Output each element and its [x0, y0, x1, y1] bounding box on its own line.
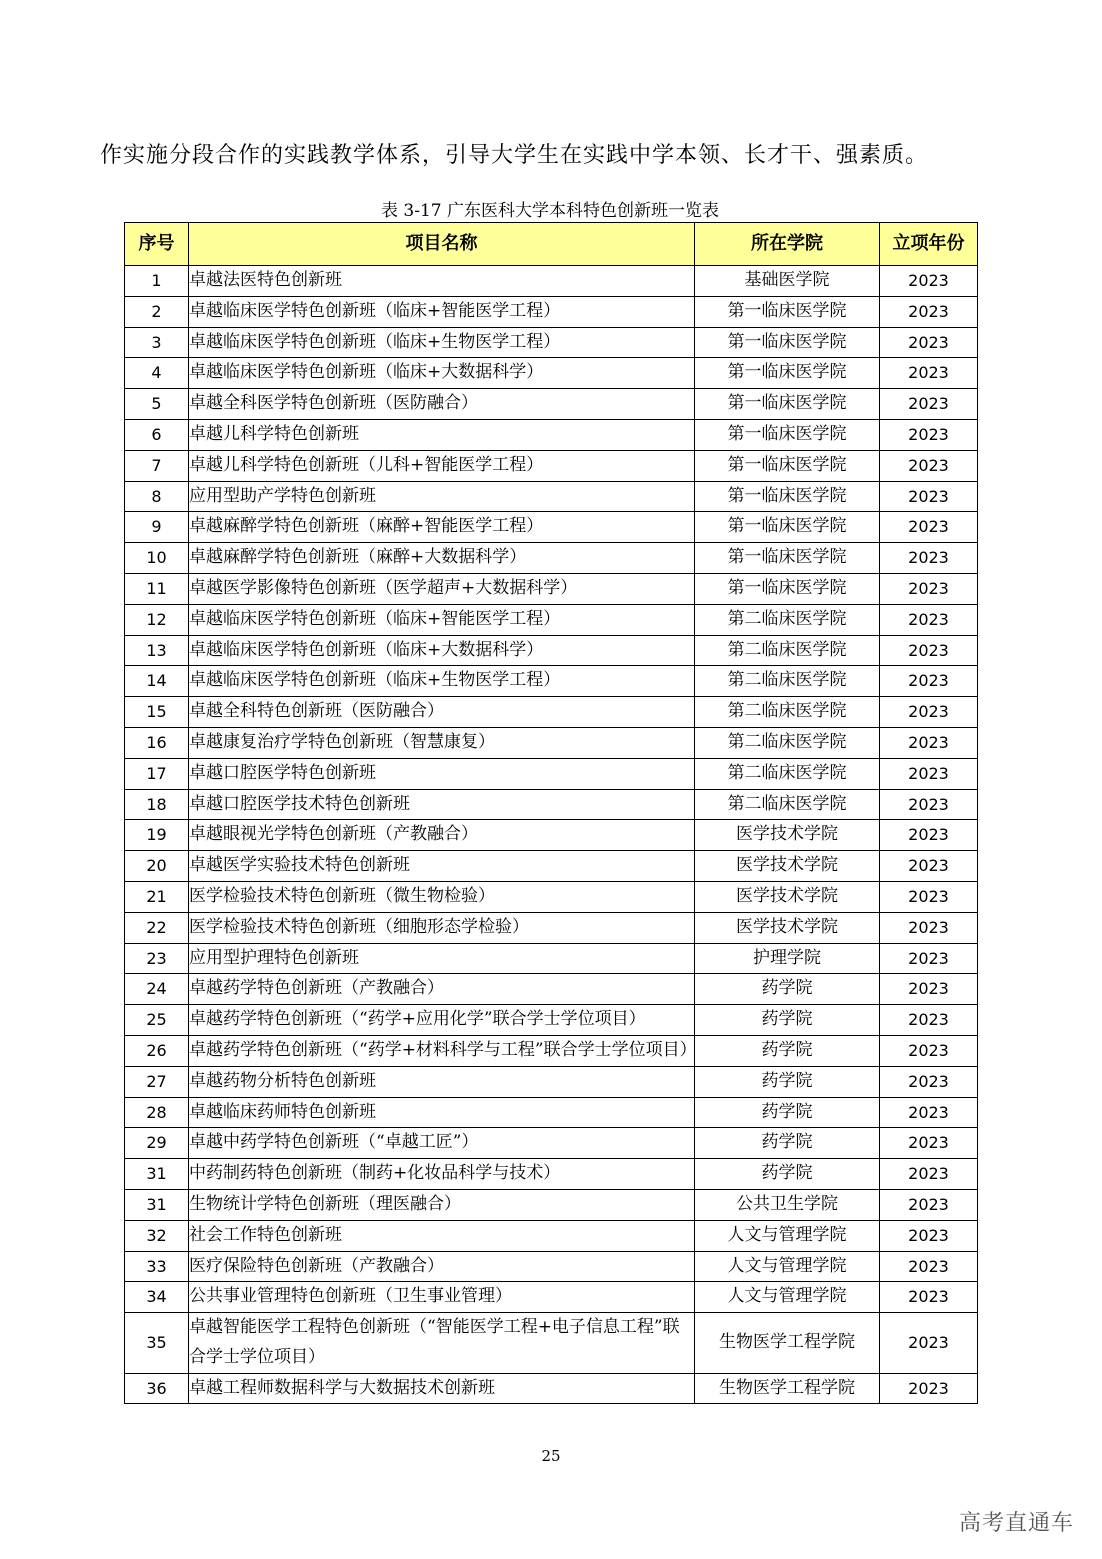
cell-name: 医学检验技术特色创新班（细胞形态学检验）: [189, 912, 695, 943]
cell-school: 人文与管理学院: [695, 1220, 880, 1251]
cell-school: 药学院: [695, 1097, 880, 1128]
cell-year: 2023: [880, 481, 978, 512]
cell-no: 25: [125, 1005, 189, 1036]
cell-school: 第一临床医学院: [695, 512, 880, 543]
cell-year: 2023: [880, 296, 978, 327]
table-row: [125, 758, 978, 789]
table-row: [125, 697, 978, 728]
cell-no: 27: [125, 1066, 189, 1097]
cell-school: 第二临床医学院: [695, 697, 880, 728]
cell-school: 药学院: [695, 1035, 880, 1066]
cell-no: 22: [125, 912, 189, 943]
cell-school: 第一临床医学院: [695, 450, 880, 481]
cell-name: 卓越麻醉学特色创新班（麻醉+智能医学工程）: [189, 512, 695, 543]
cell-school: 第一临床医学院: [695, 327, 880, 358]
cell-year: 2023: [880, 389, 978, 420]
table-row: [125, 851, 978, 882]
table-row: [125, 1313, 978, 1374]
table-row: [125, 666, 978, 697]
cell-school: 第一临床医学院: [695, 573, 880, 604]
cell-school: 人文与管理学院: [695, 1282, 880, 1313]
page-number: 25: [541, 1447, 561, 1465]
table-row: [125, 820, 978, 851]
cell-year: 2023: [880, 1189, 978, 1220]
cell-school: 药学院: [695, 974, 880, 1005]
table-row: [125, 1097, 978, 1128]
cell-name: 卓越儿科学特色创新班（儿科+智能医学工程）: [189, 450, 695, 481]
table-row: [125, 789, 978, 820]
cell-school: 护理学院: [695, 943, 880, 974]
table-row: [125, 943, 978, 974]
cell-no: 35: [125, 1313, 189, 1374]
cell-no: 6: [125, 419, 189, 450]
table-row: [125, 266, 978, 297]
cell-name: 卓越眼视光学特色创新班（产教融合）: [189, 820, 695, 851]
cell-year: 2023: [880, 974, 978, 1005]
cell-year: 2023: [880, 1220, 978, 1251]
cell-year: 2023: [880, 758, 978, 789]
intro-paragraph: 作实施分段合作的实践教学体系，引导大学生在实践中学本领、长才干、强素质。: [100, 143, 929, 168]
table-row: [125, 419, 978, 450]
table-row: [125, 1282, 978, 1313]
cell-year: 2023: [880, 697, 978, 728]
cell-name: 卓越药学特色创新班（“药学+材料科学与工程”联合学士学位项目）: [189, 1035, 695, 1066]
cell-year: 2023: [880, 943, 978, 974]
cell-school: 第一临床医学院: [695, 296, 880, 327]
cell-school: 公共卫生学院: [695, 1189, 880, 1220]
cell-name: 公共事业管理特色创新班（卫生事业管理）: [189, 1282, 695, 1313]
cell-year: 2023: [880, 1066, 978, 1097]
cell-school: 第二临床医学院: [695, 604, 880, 635]
cell-no: 15: [125, 697, 189, 728]
cell-school: 医学技术学院: [695, 912, 880, 943]
cell-no: 32: [125, 1220, 189, 1251]
table-row: [125, 543, 978, 574]
table-caption: 表 3-17 广东医科大学本科特色创新班一览表: [381, 201, 719, 221]
cell-school: 医学技术学院: [695, 881, 880, 912]
cell-no: 19: [125, 820, 189, 851]
watermark: 高考直通车: [958, 1511, 1074, 1536]
cell-no: 34: [125, 1282, 189, 1313]
table-row: [125, 727, 978, 758]
cell-year: 2023: [880, 635, 978, 666]
cell-school: 第一临床医学院: [695, 543, 880, 574]
cell-name: 卓越临床医学特色创新班（临床+大数据科学）: [189, 358, 695, 389]
cell-year: 2023: [880, 573, 978, 604]
cell-name: 卓越中药学特色创新班（“卓越工匠”）: [189, 1128, 695, 1159]
cell-no: 3: [125, 327, 189, 358]
cell-year: 2023: [880, 666, 978, 697]
cell-school: 第二临床医学院: [695, 789, 880, 820]
table-row: [125, 912, 978, 943]
cell-name: 卓越医学影像特色创新班（医学超声+大数据科学）: [189, 573, 695, 604]
cell-year: 2023: [880, 820, 978, 851]
table-row: [125, 450, 978, 481]
cell-school: 基础医学院: [695, 266, 880, 297]
cell-year: 2023: [880, 1035, 978, 1066]
cell-no: 17: [125, 758, 189, 789]
cell-no: 33: [125, 1251, 189, 1282]
table-row: [125, 635, 978, 666]
cell-year: 2023: [880, 1282, 978, 1313]
cell-name: 卓越临床药师特色创新班: [189, 1097, 695, 1128]
cell-school: 人文与管理学院: [695, 1251, 880, 1282]
cell-school: 第一临床医学院: [695, 481, 880, 512]
cell-no: 10: [125, 543, 189, 574]
table-row: [125, 1005, 978, 1036]
cell-name: 卓越临床医学特色创新班（临床+智能医学工程）: [189, 604, 695, 635]
table-row: [125, 573, 978, 604]
table-row: [125, 604, 978, 635]
cell-year: 2023: [880, 419, 978, 450]
table-row: [125, 1220, 978, 1251]
cell-no: 1: [125, 266, 189, 297]
cell-no: 31: [125, 1189, 189, 1220]
cell-name: 卓越法医特色创新班: [189, 266, 695, 297]
cell-name: 卓越全科医学特色创新班（医防融合）: [189, 389, 695, 420]
cell-year: 2023: [880, 1159, 978, 1190]
cell-school: 第一临床医学院: [695, 419, 880, 450]
table-row: [125, 327, 978, 358]
cell-school: 医学技术学院: [695, 851, 880, 882]
header-school: 所在学院: [695, 223, 880, 266]
program-table: [124, 222, 978, 1404]
cell-name: 卓越儿科学特色创新班: [189, 419, 695, 450]
cell-no: 16: [125, 727, 189, 758]
cell-name: 卓越药学特色创新班（“药学+应用化学”联合学士学位项目）: [189, 1005, 695, 1036]
cell-year: 2023: [880, 604, 978, 635]
cell-no: 2: [125, 296, 189, 327]
cell-year: 2023: [880, 912, 978, 943]
table-row: [125, 1035, 978, 1066]
cell-name: 卓越临床医学特色创新班（临床+生物医学工程）: [189, 666, 695, 697]
cell-name: 卓越智能医学工程特色创新班（“智能医学工程+电子信息工程”联合学士学位项目）: [189, 1313, 695, 1374]
table-row: [125, 1128, 978, 1159]
cell-no: 28: [125, 1097, 189, 1128]
table-row: [125, 358, 978, 389]
cell-name: 卓越药学特色创新班（产教融合）: [189, 974, 695, 1005]
cell-name: 卓越药物分析特色创新班: [189, 1066, 695, 1097]
cell-name: 应用型助产学特色创新班: [189, 481, 695, 512]
cell-no: 14: [125, 666, 189, 697]
cell-year: 2023: [880, 1313, 978, 1374]
cell-name: 应用型护理特色创新班: [189, 943, 695, 974]
cell-no: 20: [125, 851, 189, 882]
cell-no: 13: [125, 635, 189, 666]
table-row: [125, 1189, 978, 1220]
cell-no: 36: [125, 1373, 189, 1404]
cell-name: 卓越麻醉学特色创新班（麻醉+大数据科学）: [189, 543, 695, 574]
cell-year: 2023: [880, 1373, 978, 1404]
cell-name: 生物统计学特色创新班（理医融合）: [189, 1189, 695, 1220]
cell-name: 卓越临床医学特色创新班（临床+大数据科学）: [189, 635, 695, 666]
table-row: [125, 296, 978, 327]
cell-school: 第一临床医学院: [695, 358, 880, 389]
cell-year: 2023: [880, 543, 978, 574]
cell-no: 5: [125, 389, 189, 420]
cell-name: 卓越临床医学特色创新班（临床+智能医学工程）: [189, 296, 695, 327]
cell-name: 卓越口腔医学特色创新班: [189, 758, 695, 789]
cell-year: 2023: [880, 1097, 978, 1128]
cell-school: 第二临床医学院: [695, 666, 880, 697]
cell-year: 2023: [880, 512, 978, 543]
cell-year: 2023: [880, 358, 978, 389]
cell-no: 31: [125, 1159, 189, 1190]
cell-no: 26: [125, 1035, 189, 1066]
table-header-row: [125, 223, 978, 266]
cell-name: 卓越全科特色创新班（医防融合）: [189, 697, 695, 728]
cell-name: 卓越口腔医学技术特色创新班: [189, 789, 695, 820]
cell-name: 医学检验技术特色创新班（微生物检验）: [189, 881, 695, 912]
cell-school: 药学院: [695, 1159, 880, 1190]
cell-no: 23: [125, 943, 189, 974]
cell-school: 医学技术学院: [695, 820, 880, 851]
cell-no: 29: [125, 1128, 189, 1159]
cell-school: 第二临床医学院: [695, 758, 880, 789]
cell-year: 2023: [880, 881, 978, 912]
cell-no: 4: [125, 358, 189, 389]
cell-school: 药学院: [695, 1066, 880, 1097]
cell-no: 18: [125, 789, 189, 820]
table-row: [125, 1373, 978, 1404]
table-row: [125, 481, 978, 512]
cell-year: 2023: [880, 1251, 978, 1282]
cell-name: 社会工作特色创新班: [189, 1220, 695, 1251]
cell-school: 生物医学工程学院: [695, 1373, 880, 1404]
table-row: [125, 389, 978, 420]
cell-year: 2023: [880, 727, 978, 758]
cell-no: 11: [125, 573, 189, 604]
cell-school: 第二临床医学院: [695, 727, 880, 758]
cell-no: 8: [125, 481, 189, 512]
table-row: [125, 1159, 978, 1190]
table-row: [125, 1066, 978, 1097]
header-name: 项目名称: [189, 223, 695, 266]
cell-year: 2023: [880, 266, 978, 297]
cell-no: 21: [125, 881, 189, 912]
header-year: 立项年份: [880, 223, 978, 266]
table-body: [125, 266, 978, 1404]
table-row: [125, 512, 978, 543]
cell-name: 卓越工程师数据科学与大数据技术创新班: [189, 1373, 695, 1404]
cell-name: 卓越医学实验技术特色创新班: [189, 851, 695, 882]
table-row: [125, 974, 978, 1005]
cell-school: 生物医学工程学院: [695, 1313, 880, 1374]
cell-no: 12: [125, 604, 189, 635]
cell-year: 2023: [880, 450, 978, 481]
cell-name: 卓越临床医学特色创新班（临床+生物医学工程）: [189, 327, 695, 358]
cell-no: 24: [125, 974, 189, 1005]
cell-name: 卓越康复治疗学特色创新班（智慧康复）: [189, 727, 695, 758]
cell-year: 2023: [880, 327, 978, 358]
cell-no: 7: [125, 450, 189, 481]
table-row: [125, 881, 978, 912]
table-row: [125, 1251, 978, 1282]
cell-year: 2023: [880, 1005, 978, 1036]
cell-name: 中药制药特色创新班（制药+化妆品科学与技术）: [189, 1159, 695, 1190]
cell-no: 9: [125, 512, 189, 543]
cell-year: 2023: [880, 789, 978, 820]
cell-name: 医疗保险特色创新班（产教融合）: [189, 1251, 695, 1282]
header-no: 序号: [125, 223, 189, 266]
cell-year: 2023: [880, 851, 978, 882]
cell-year: 2023: [880, 1128, 978, 1159]
cell-school: 药学院: [695, 1128, 880, 1159]
cell-school: 第二临床医学院: [695, 635, 880, 666]
cell-school: 第一临床医学院: [695, 389, 880, 420]
cell-school: 药学院: [695, 1005, 880, 1036]
